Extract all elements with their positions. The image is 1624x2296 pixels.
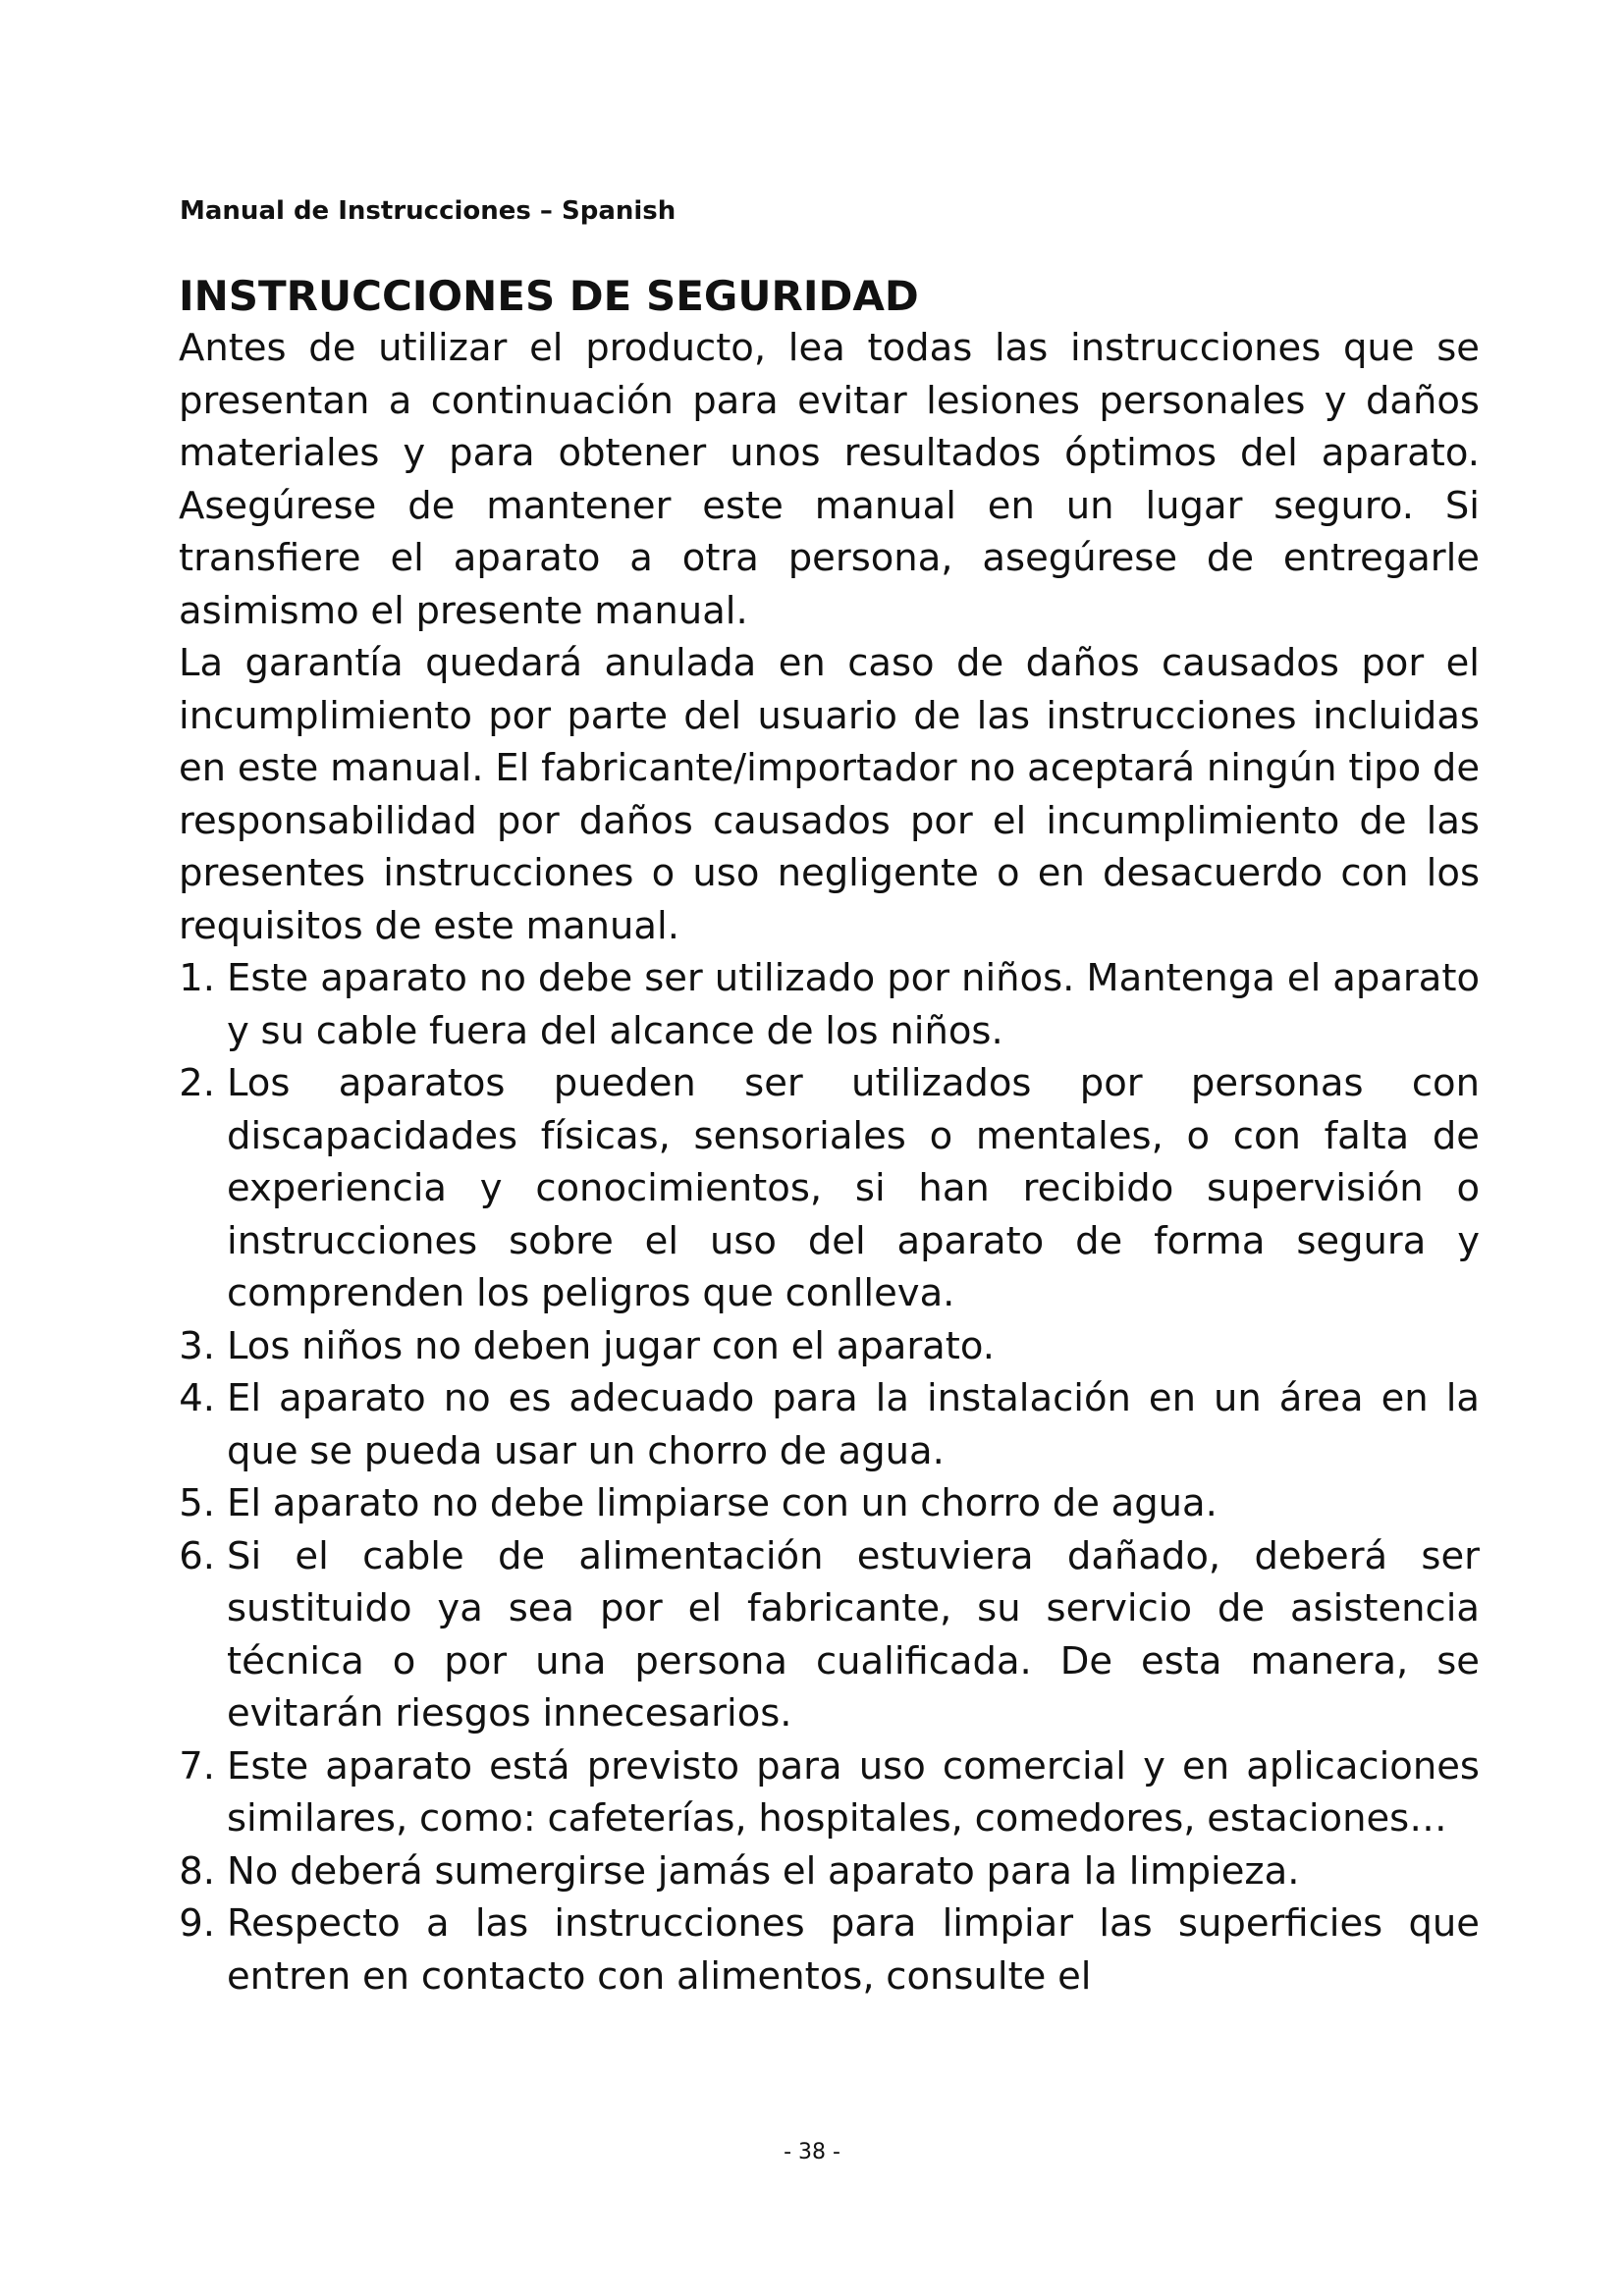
safety-list xyxy=(179,952,1480,2002)
list-item-number: 6. xyxy=(179,1533,215,1578)
list-item xyxy=(179,1740,1480,1845)
page-number: - 38 - xyxy=(784,2140,840,2164)
list-item-text: Respecto a las instrucciones para limpiar las superficies que entren en contacto con alimentos, consulte el xyxy=(227,1901,1480,1999)
warranty-paragraph: La garantía quedará anulada en caso de daños causados por el incumplimiento por parte del usuario de las instrucciones incluidas en este manual. El fabricante/importador no aceptará ningún tipo de responsabilidad por daños causados por el incumplimiento de las presentes instrucciones o uso negligente o en desacuerdo con los requisitos de este manual. xyxy=(179,641,1480,948)
list-item xyxy=(179,1320,1480,1373)
list-item-number: 2. xyxy=(179,1061,215,1105)
list-item-number: 3. xyxy=(179,1323,215,1368)
intro-paragraph: Antes de utilizar el producto, lea todas las instrucciones que se presentan a continuación para evitar lesiones personales y daños materiales y para obtener unos resultados óptimos del aparato. Asegúrese de mantener este manual en un lugar seguro. Si transfiere el aparato a otra persona, asegúrese de entregarle asimismo el presente manual. xyxy=(179,326,1480,633)
list-item-number: 1. xyxy=(179,956,215,1000)
list-item-number: 7. xyxy=(179,1743,215,1789)
running-header: Manual de Instrucciones – Spanish xyxy=(180,196,677,226)
list-item-number: 4. xyxy=(179,1376,215,1420)
list-item xyxy=(179,1845,1480,1898)
list-item-text: El aparato no debe limpiarse con un chorro de agua. xyxy=(227,1481,1218,1525)
list-item-text: Si el cable de alimentación estuviera dañado, deberá ser sustituido ya sea por el fabricante, su servicio de asistencia técnica o por una persona cualificada. De esta manera, se evitarán riesgos innecesarios. xyxy=(227,1533,1480,1735)
safety-section xyxy=(179,271,1480,2002)
list-item-text: Los niños no deben jugar con el aparato. xyxy=(227,1323,995,1368)
list-item-text: El aparato no es adecuado para la instalación en un área en la que se pueda usar un chorro de agua. xyxy=(227,1376,1480,1473)
section-title: INSTRUCCIONES DE SEGURIDAD xyxy=(179,272,919,320)
list-item-text: Los aparatos pueden ser utilizados por personas con discapacidades físicas, sensoriales o mentales, o con falta de experiencia y conocimientos, si han recibido supervisión o instrucciones sobre el uso del aparato de forma segura y comprenden los peligros que conlleva. xyxy=(227,1061,1480,1315)
list-item-number: 8. xyxy=(179,1848,215,1894)
list-item xyxy=(179,1477,1480,1530)
list-item-text: Este aparato no debe ser utilizado por niños. Mantenga el aparato y su cable fuera del alcance de los niños. xyxy=(227,956,1480,1053)
list-item xyxy=(179,1057,1480,1320)
list-item-number: 5. xyxy=(179,1481,215,1525)
list-item-text: No deberá sumergirse jamás el aparato para la limpieza. xyxy=(227,1848,1300,1894)
list-item-text: Este aparato está previsto para uso comercial y en aplicaciones similares, como: cafeterías, hospitales, comedores, estaciones… xyxy=(227,1743,1480,1841)
list-item-number: 9. xyxy=(179,1901,215,1946)
list-item xyxy=(179,1372,1480,1477)
list-item xyxy=(179,1897,1480,2002)
list-item xyxy=(179,952,1480,1057)
list-item xyxy=(179,1530,1480,1740)
